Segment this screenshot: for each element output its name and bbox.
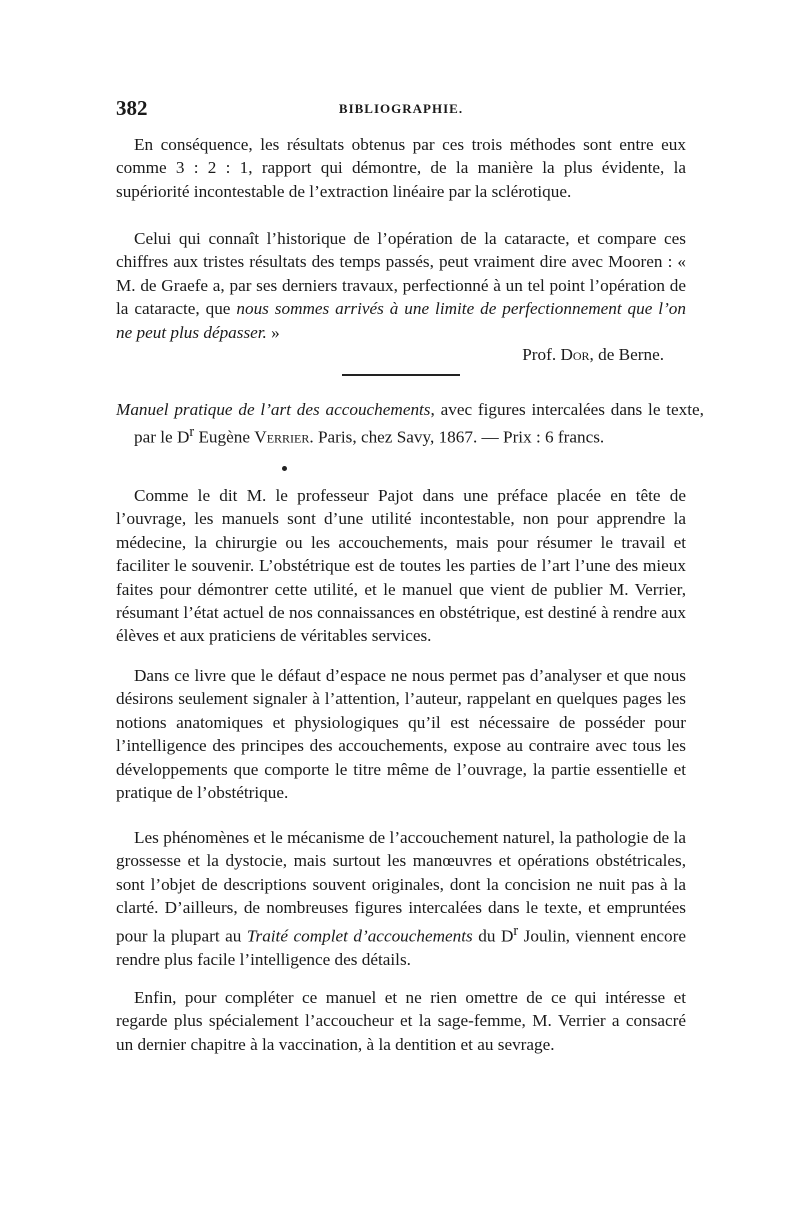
paragraph-text: Celui qui connaît l’historique de l’opération de la cataracte, et compare ces chiffres aux tristes résultats des temps passés, peut vraiment dire avec Mooren : « M. de Graefe a, par ses derniers travaux, perfectionné à un tel point l’opération de la cataracte, que bbox=[116, 229, 686, 319]
paragraph-text: Les phénomènes et le mécanisme de l’accouchement naturel, la pathologie de la grossesse et la dystocie, mais surtout les manœuvres et opérations obstétricales, sont l’objet de descriptions souvent originales, dont la concision ne nuit pas à la clarté. D’ailleurs, de nombreuses figures intercalées dans le texte, et empruntées pour la plupart au bbox=[116, 828, 686, 946]
signature-suffix: , de Berne. bbox=[589, 345, 664, 364]
review-2-paragraph-1: Comme le dit M. le professeur Pajot dans une préface placée en tête de l’ouvrage, les manuels sont d’une utilité incontestable, non pour apprendre la médecine, la chirurgie ou les accouchements, mais pour résumer le travail et faciliter le souvenir. L’obstétrique est de toutes les parties de l’art l’une des mieux faites pour démontrer cette utilité, et le manuel que vient de publier M. Verrier, résumant l’état actuel de nos connaissances en obstétrique, est destiné à rendre aux élèves et aux praticiens de véritables services. bbox=[116, 486, 686, 646]
page-number: 382 bbox=[116, 96, 148, 120]
superscript: r bbox=[513, 922, 519, 939]
title-text: . Paris, chez Savy, 1867. — Prix : 6 francs. bbox=[309, 428, 605, 448]
paragraph-text: du D bbox=[472, 926, 514, 946]
review-2-paragraph-4: Enfin, pour compléter ce manuel et ne rien omettre de ce qui intéresse et regarde plus spécialement l’accoucheur et la sage-femme, M. Verrier a consacré un dernier chapitre à la vaccination, à la dentition et au sevrage. bbox=[116, 988, 686, 1054]
running-head: BIBLIOGRAPHIE. bbox=[338, 101, 464, 116]
quotation-italic: nous sommes arrivés à une limite de perfectionnement que l’on ne peut plus dépasser. bbox=[116, 299, 686, 342]
review-2-paragraph-2: Dans ce livre que le défaut d’espace ne nous permet pas d’analyser et que nous désirons seulement signaler à l’attention, l’auteur, rappelant en quelques pages les notions anatomiques et physiologiques qu’il est nécessaire de posséder pour l’intelligence des principes des accouchements, expose au contraire avec tous les développements que comporte le titre même de l’ouvrage, la partie essentielle et pratique de l’obstétrique. bbox=[116, 666, 686, 803]
title-text: , avec figures intercalées dans le texte, par le D bbox=[134, 400, 704, 448]
title-text: Eugène bbox=[194, 428, 255, 448]
section-divider bbox=[342, 374, 460, 376]
paragraph-text: » bbox=[266, 322, 280, 342]
review-2-paragraph-3 bbox=[116, 826, 686, 971]
review-1-paragraph-2 bbox=[116, 227, 686, 344]
signature-name: Dor bbox=[560, 345, 590, 364]
review-2-title bbox=[116, 398, 704, 450]
review-1-paragraph-1: En conséquence, les résultats obtenus par ces trois méthodes sont entre eux comme 3 : 2 : 1, rapport qui démontre, de la manière la plus évidente, la supériorité incontestable de l’extraction linéaire par la sclérotique. bbox=[116, 135, 686, 201]
review-1-signature bbox=[116, 343, 686, 366]
book-author: Verrier bbox=[254, 428, 310, 448]
printer-mark bbox=[282, 466, 287, 471]
signature-prefix: Prof. bbox=[522, 345, 561, 364]
title-superscript: r bbox=[189, 424, 195, 441]
paragraph-text: Joulin, viennent encore rendre plus facile l’intelligence des détails. bbox=[116, 926, 686, 969]
page-header bbox=[116, 96, 686, 126]
book-title: Manuel pratique de l’art des accouchements bbox=[116, 400, 431, 419]
cited-title: Traité complet d’accouchements bbox=[246, 926, 473, 946]
